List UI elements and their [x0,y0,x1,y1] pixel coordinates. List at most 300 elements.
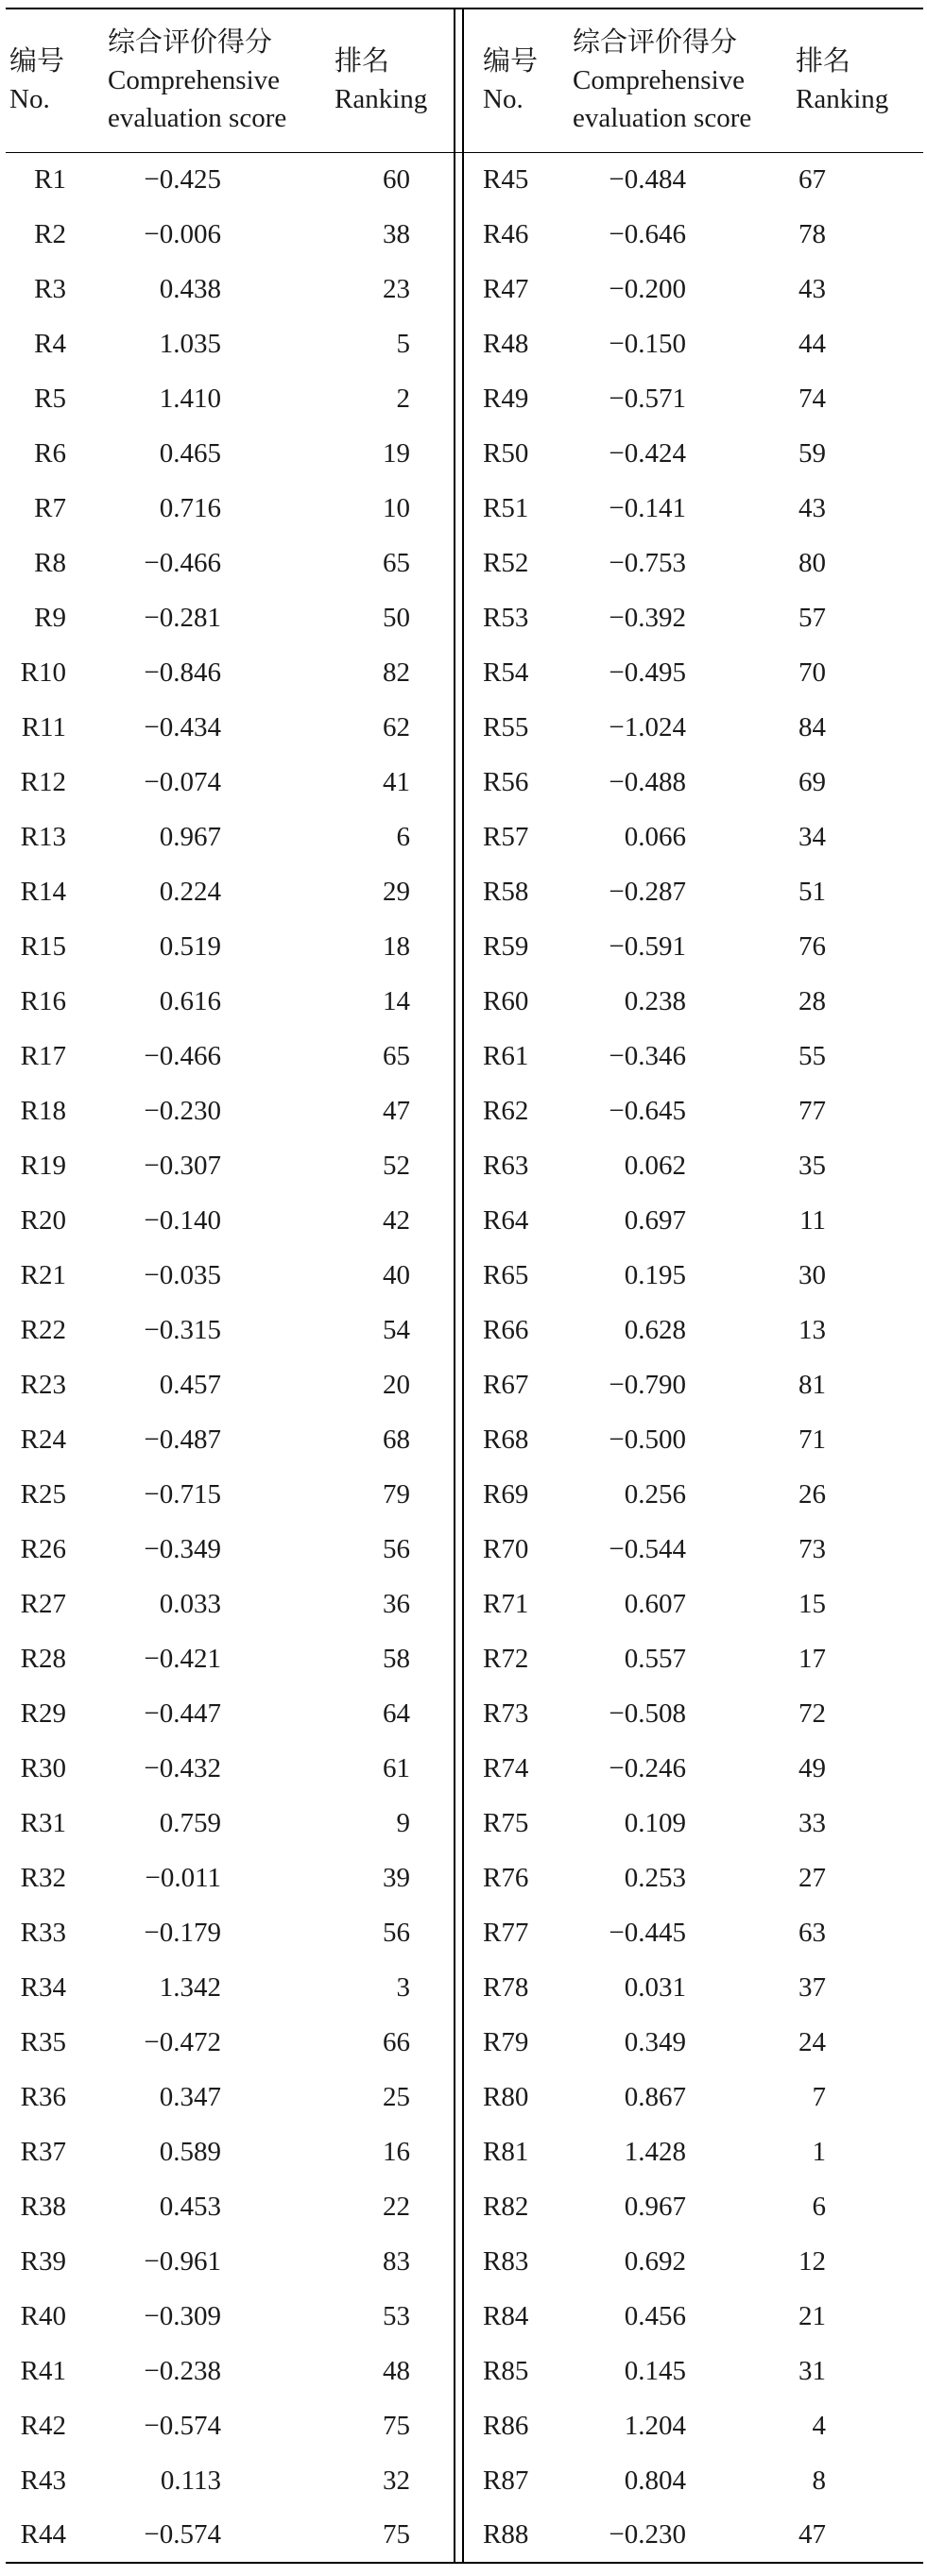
cell-score-right [558,2124,784,2179]
cell-ranking-left: 75 [383,2410,410,2441]
cell-ranking-right [784,1138,923,1193]
cell-score-right [558,2070,784,2124]
cell-score-right-value: 0.195 [624,1259,686,1290]
cell-score-right-value: −0.150 [609,328,686,359]
table-row [6,755,923,810]
table-row [6,1960,923,2015]
cell-no-left: R6 [34,437,66,469]
double-rule-divider [455,1193,463,1248]
cell-ranking-right-value: 26 [798,1478,826,1510]
cell-ranking-right [784,2234,923,2289]
cell-ranking-left: 40 [383,1259,410,1290]
cell-ranking-right-value: 11 [799,1204,826,1236]
cell-ranking-right [784,316,923,371]
cell-score-right [558,1741,784,1796]
cell-no-right: R75 [483,1807,529,1838]
cell-no-right: R72 [483,1643,529,1674]
cell-ranking-left: 10 [383,492,410,523]
cell-score-left-value: −0.487 [144,1424,221,1455]
column-header-no-right [463,9,558,152]
table-row [6,2124,923,2179]
double-rule-divider [455,1905,463,1960]
column-header-score-right [558,9,784,152]
cell-ranking-left: 79 [383,1478,410,1510]
header-rank-cn: 排名 [335,46,390,77]
cell-score-left [100,426,327,481]
cell-ranking-right-value: 72 [798,1697,826,1729]
column-header-ranking-right [784,9,923,152]
cell-ranking-right [784,1303,923,1357]
double-rule-divider [455,1467,463,1522]
cell-no-right: R87 [483,2465,529,2496]
cell-no-left: R37 [20,2136,66,2167]
cell-ranking-right-value: 7 [812,2081,826,2112]
cell-score-left [100,974,327,1029]
double-rule-divider [455,2234,463,2289]
cell-score-right [558,1467,784,1522]
cell-ranking-right-value: 27 [798,1862,826,1893]
cell-score-right-value: −0.571 [609,383,686,414]
table-row [6,1083,923,1138]
header-no-cn: 编号 [483,46,539,77]
cell-ranking-right [784,2398,923,2453]
table-row [6,2234,923,2289]
cell-ranking-right-value: 4 [812,2410,826,2441]
cell-score-right-value: 0.804 [624,2465,686,2496]
cell-ranking-left: 83 [383,2245,410,2277]
cell-ranking-left: 42 [383,1204,410,1236]
cell-score-left-value: 0.438 [159,273,221,304]
cell-ranking-right-value: 51 [798,876,826,907]
table-row [6,1741,923,1796]
cell-ranking-right-value: 17 [798,1643,826,1674]
cell-score-right-value: −0.646 [609,218,686,249]
cell-score-right-value: −0.591 [609,930,686,962]
double-rule-divider [455,1357,463,1412]
cell-ranking-right [784,1357,923,1412]
table-row [6,1412,923,1467]
cell-no-right: R79 [483,2026,529,2057]
cell-score-right-value: −1.024 [609,711,686,742]
cell-score-right [558,1029,784,1083]
cell-score-right-value: 0.256 [624,1478,686,1510]
cell-no-right: R65 [483,1259,529,1290]
cell-score-right-value: 0.456 [624,2300,686,2331]
table-row [6,536,923,590]
cell-score-right [558,700,784,755]
cell-no-right: R51 [483,492,529,523]
cell-score-left [100,1248,327,1303]
header-rank-en: Ranking [335,84,428,115]
cell-score-right-value: 0.109 [624,1807,686,1838]
cell-ranking-right-value: 78 [798,218,826,249]
column-header-ranking-left [327,9,455,152]
cell-no-left: R33 [20,1917,66,1948]
cell-no-left: R20 [20,1204,66,1236]
cell-ranking-left: 65 [383,547,410,578]
cell-ranking-left: 52 [383,1150,410,1181]
cell-score-right-value: −0.346 [609,1040,686,1071]
cell-score-right-value: 0.145 [624,2355,686,2386]
double-rule-divider [455,1686,463,1741]
cell-ranking-right [784,1631,923,1686]
table-row [6,1467,923,1522]
cell-score-right [558,1577,784,1631]
cell-score-right [558,1357,784,1412]
cell-score-left [100,262,327,316]
double-rule-divider [455,152,463,207]
cell-ranking-left: 56 [383,1917,410,1948]
double-rule-divider [455,1577,463,1631]
cell-ranking-right-value: 80 [798,547,826,578]
cell-score-right [558,1796,784,1851]
cell-no-right: R78 [483,1971,529,2003]
column-header-no-left [6,9,100,152]
cell-score-left-value: 0.519 [159,930,221,962]
cell-score-right-value: 1.204 [624,2410,686,2441]
cell-no-left: R40 [20,2300,66,2331]
cell-score-left [100,810,327,864]
cell-score-left [100,700,327,755]
cell-score-right [558,919,784,974]
cell-no-left: R22 [20,1314,66,1345]
cell-score-right-value: −0.790 [609,1369,686,1400]
cell-no-left: R35 [20,2026,66,2057]
cell-score-left-value: −0.230 [144,1095,221,1126]
cell-ranking-right [784,1686,923,1741]
cell-score-left-value: −0.006 [144,218,221,249]
cell-score-left-value: −0.574 [144,2519,221,2550]
cell-ranking-left: 3 [396,1971,410,2003]
cell-score-left-value: −0.466 [144,1040,221,1071]
cell-score-right [558,2508,784,2563]
cell-score-left-value: −0.447 [144,1697,221,1729]
cell-no-right: R84 [483,2300,529,2331]
double-rule-divider [455,645,463,700]
double-rule-divider [455,864,463,919]
table-row [6,371,923,426]
double-rule-divider [455,1303,463,1357]
cell-ranking-left: 29 [383,876,410,907]
cell-no-right: R73 [483,1697,529,1729]
cell-no-left: R14 [20,876,66,907]
double-rule-divider [455,1248,463,1303]
cell-ranking-right [784,152,923,207]
cell-no-left: R8 [34,547,66,578]
cell-ranking-right-value: 6 [812,2191,826,2222]
cell-score-right [558,1905,784,1960]
cell-score-right-value: 0.607 [624,1588,686,1619]
double-rule-divider [455,316,463,371]
cell-score-left-value: 0.716 [159,492,221,523]
cell-score-left [100,1193,327,1248]
cell-ranking-right [784,1083,923,1138]
cell-ranking-right-value: 37 [798,1971,826,2003]
cell-ranking-right [784,207,923,262]
cell-score-right-value: −0.488 [609,766,686,797]
cell-score-right-value: −0.445 [609,1917,686,1948]
cell-score-right [558,1960,784,2015]
table-row [6,1303,923,1357]
cell-score-right [558,864,784,919]
cell-score-right-value: 0.253 [624,1862,686,1893]
cell-no-right: R61 [483,1040,529,1071]
cell-ranking-right [784,919,923,974]
cell-ranking-left: 68 [383,1424,410,1455]
cell-score-right [558,755,784,810]
cell-ranking-left: 18 [383,930,410,962]
cell-no-right: R68 [483,1424,529,1455]
cell-ranking-right-value: 63 [798,1917,826,1948]
cell-score-left-value: −0.715 [144,1478,221,1510]
double-rule-divider [455,590,463,645]
table-row [6,1851,923,1905]
cell-no-left: R44 [6,2508,100,2563]
cell-no-left: R12 [20,766,66,797]
cell-score-left-value: −0.425 [144,163,221,195]
cell-score-right-value: −0.200 [609,273,686,304]
cell-ranking-left: 75 [327,2508,455,2563]
double-rule-divider [455,1631,463,1686]
cell-ranking-right-value: 21 [798,2300,826,2331]
cell-no-right: R62 [483,1095,529,1126]
cell-ranking-right-value: 57 [798,602,826,633]
cell-score-left-value: −0.432 [144,1752,221,1783]
cell-score-left [100,1577,327,1631]
cell-score-left [100,2453,327,2508]
cell-ranking-right-value: 70 [798,657,826,688]
table-row [6,2344,923,2398]
table-row [6,316,923,371]
double-rule-divider [455,2070,463,2124]
cell-no-left: R16 [20,985,66,1016]
cell-no-right: R48 [483,328,529,359]
cell-ranking-right-value: 74 [798,383,826,414]
double-rule-divider [455,1083,463,1138]
table-row [6,1138,923,1193]
double-rule-divider [455,9,463,152]
cell-score-left [100,1303,327,1357]
cell-ranking-right [784,536,923,590]
cell-no-right: R85 [483,2355,529,2386]
double-rule-divider [455,2289,463,2344]
header-no-en: No. [9,84,50,115]
cell-no-right: R63 [483,1150,529,1181]
cell-score-right-value: 1.428 [624,2136,686,2167]
table-row [6,1029,923,1083]
double-rule-divider [455,755,463,810]
cell-score-left [100,1631,327,1686]
cell-ranking-right [784,2344,923,2398]
cell-no-right: R86 [483,2410,529,2441]
cell-ranking-left: 82 [383,657,410,688]
cell-score-right-value: −0.230 [609,2519,686,2550]
cell-score-right [558,2015,784,2070]
cell-no-left: R30 [20,1752,66,1783]
cell-no-left: R25 [20,1478,66,1510]
cell-no-left: R32 [20,1862,66,1893]
double-rule-divider [455,1851,463,1905]
cell-ranking-right [784,590,923,645]
cell-score-right-value: 0.628 [624,1314,686,1345]
cell-ranking-left: 23 [383,273,410,304]
double-rule-divider [455,1522,463,1577]
cell-score-right [558,1083,784,1138]
cell-ranking-right [784,481,923,536]
cell-score-right [558,1522,784,1577]
cell-score-left-value: 0.033 [159,1588,221,1619]
cell-score-left-value: −0.307 [144,1150,221,1181]
cell-ranking-left: 6 [396,821,410,852]
cell-score-right [558,1686,784,1741]
table-row [6,1796,923,1851]
cell-score-left-value: −0.315 [144,1314,221,1345]
cell-score-left-value: 1.035 [159,328,221,359]
cell-no-left: R9 [34,602,66,633]
cell-score-right-value: 0.066 [624,821,686,852]
cell-ranking-right [784,1796,923,1851]
cell-ranking-right-value: 35 [798,1150,826,1181]
cell-no-left: R17 [20,1040,66,1071]
table-row [6,1577,923,1631]
cell-ranking-right-value: 44 [798,328,826,359]
cell-no-left: R11 [21,711,66,742]
double-rule-divider [455,919,463,974]
cell-ranking-left: 60 [383,163,410,195]
cell-no-left: R34 [20,1971,66,2003]
cell-no-left: R7 [34,492,66,523]
cell-score-left-value: 0.457 [159,1369,221,1400]
double-rule-divider [455,1029,463,1083]
double-rule-divider [455,207,463,262]
cell-score-left [100,371,327,426]
cell-score-right [558,590,784,645]
header-score-en2: evaluation score [108,103,287,134]
cell-ranking-right-value: 13 [798,1314,826,1345]
double-rule-divider [455,1741,463,1796]
cell-no-right: R58 [483,876,529,907]
cell-ranking-right [784,1467,923,1522]
double-rule-divider [455,481,463,536]
double-rule-divider [455,2398,463,2453]
cell-ranking-right-value: 43 [798,492,826,523]
cell-ranking-right-value: 55 [798,1040,826,1071]
cell-ranking-right [784,426,923,481]
cell-score-left [100,2234,327,2289]
cell-ranking-right-value: 71 [798,1424,826,1455]
cell-score-left [100,1741,327,1796]
table-row [6,262,923,316]
cell-no-right: R53 [483,602,529,633]
cell-ranking-right-value: 33 [798,1807,826,1838]
header-score-en2: evaluation score [573,103,752,134]
cell-ranking-left: 47 [383,1095,410,1126]
table-row [6,919,923,974]
double-rule-divider [455,2124,463,2179]
cell-ranking-left: 53 [383,2300,410,2331]
cell-ranking-right [784,2453,923,2508]
table-row [6,1193,923,1248]
cell-score-left-value: 0.453 [159,2191,221,2222]
cell-no-right: R64 [483,1204,529,1236]
cell-no-left: R26 [20,1533,66,1564]
cell-score-left [100,1029,327,1083]
cell-score-left [100,1796,327,1851]
cell-score-right-value: −0.141 [609,492,686,523]
header-no-cn: 编号 [9,46,65,77]
cell-score-left [100,1467,327,1522]
cell-ranking-left: 22 [383,2191,410,2222]
cell-score-right [558,810,784,864]
cell-score-right [558,1193,784,1248]
cell-score-left [100,645,327,700]
cell-no-right: R54 [483,657,529,688]
table-row [6,1522,923,1577]
cell-score-left-value: 0.347 [159,2081,221,2112]
cell-ranking-right [784,645,923,700]
cell-score-right [558,1631,784,1686]
table-row [6,590,923,645]
cell-ranking-right [784,1193,923,1248]
cell-ranking-right [784,1522,923,1577]
cell-score-right-value: 0.967 [624,2191,686,2222]
cell-no-right: R45 [483,163,529,195]
cell-score-left [100,536,327,590]
cell-ranking-left: 65 [383,1040,410,1071]
double-rule-divider [455,1796,463,1851]
cell-score-left [100,481,327,536]
cell-score-right-value: −0.424 [609,437,686,469]
cell-score-right [558,2289,784,2344]
cell-score-right-value: −0.544 [609,1533,686,1564]
cell-no-left: R13 [20,821,66,852]
cell-score-right [558,262,784,316]
cell-ranking-right [784,1741,923,1796]
cell-ranking-left: 54 [383,1314,410,1345]
table-body [6,152,923,2563]
cell-score-left-value: −0.574 [144,2410,221,2441]
cell-ranking-right-value: 69 [798,766,826,797]
cell-score-left [100,1522,327,1577]
cell-score-left [100,2015,327,2070]
cell-score-right-value: 0.062 [624,1150,686,1181]
cell-score-right [558,207,784,262]
cell-ranking-right [784,1412,923,1467]
cell-score-left [100,2070,327,2124]
cell-no-left: R4 [34,328,66,359]
cell-ranking-right [784,1960,923,2015]
cell-score-left-value: 0.224 [159,876,221,907]
cell-no-left: R2 [34,218,66,249]
double-rule-divider [455,426,463,481]
cell-no-right: R60 [483,985,529,1016]
cell-ranking-left: 66 [383,2026,410,2057]
double-rule-divider [455,974,463,1029]
cell-no-left: R24 [20,1424,66,1455]
cell-score-left [100,1412,327,1467]
cell-no-left: R41 [20,2355,66,2386]
cell-ranking-right [784,2179,923,2234]
cell-no-left: R3 [34,273,66,304]
header-score-en1: Comprehensive [108,65,281,96]
cell-score-left-value: −0.281 [144,602,221,633]
cell-score-right [558,2398,784,2453]
cell-score-left-value: −0.421 [144,1643,221,1674]
table-row [6,1248,923,1303]
cell-ranking-left: 58 [383,1643,410,1674]
cell-score-right-value: −0.753 [609,547,686,578]
double-rule-divider [455,2179,463,2234]
